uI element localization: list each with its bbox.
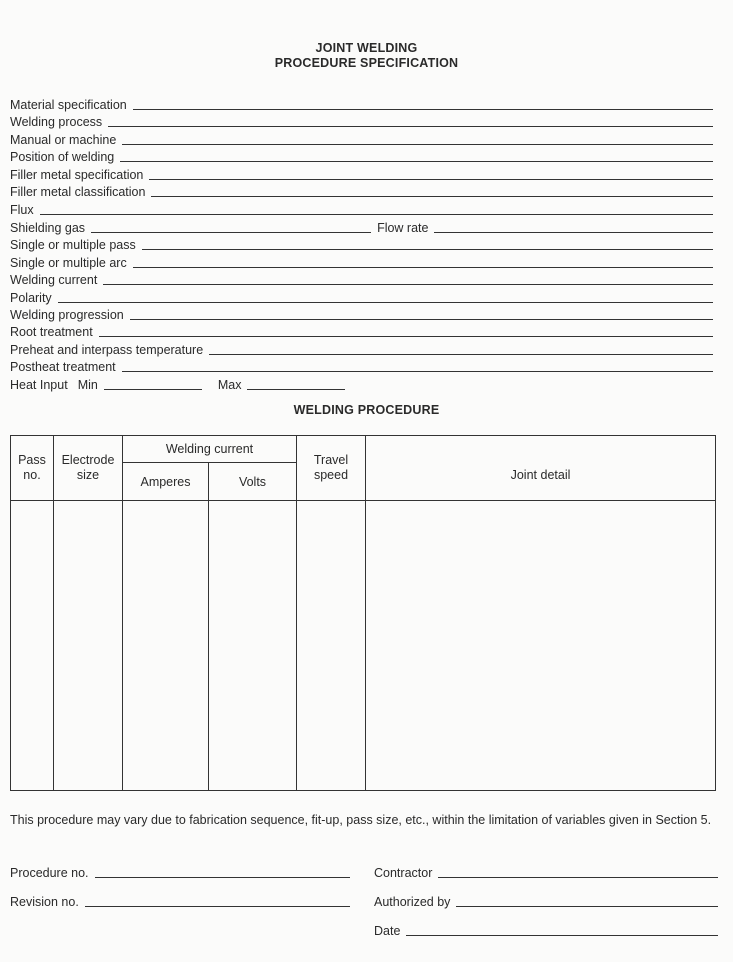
manual-or-machine-field[interactable] bbox=[10, 132, 713, 148]
field-label: Shielding gas bbox=[10, 221, 86, 235]
field-label: Flux bbox=[10, 203, 34, 217]
revision-no-label: Revision no. bbox=[10, 895, 79, 909]
procedure-no-label: Procedure no. bbox=[10, 866, 89, 880]
amperes-header: Amperes bbox=[123, 463, 209, 501]
fill-line[interactable] bbox=[40, 204, 713, 215]
flow-rate-label: Flow rate bbox=[377, 221, 429, 235]
date-field[interactable] bbox=[374, 923, 718, 939]
fill-line[interactable] bbox=[58, 292, 713, 303]
field-label: Welding process bbox=[10, 115, 103, 129]
flux-field[interactable] bbox=[10, 202, 713, 218]
field-label: Single or multiple pass bbox=[10, 238, 136, 252]
pass-no-cell[interactable] bbox=[11, 501, 54, 791]
heat-input-max-line[interactable] bbox=[247, 379, 345, 390]
fill-line[interactable] bbox=[122, 361, 713, 372]
position-of-welding-field[interactable] bbox=[10, 149, 713, 165]
electrode-size-cell[interactable] bbox=[54, 501, 123, 791]
flow-rate-line[interactable] bbox=[434, 222, 713, 233]
authorized-by-field[interactable] bbox=[374, 894, 718, 910]
single-or-multiple-pass-field[interactable] bbox=[10, 237, 713, 253]
shielding-gas-field[interactable] bbox=[10, 220, 713, 236]
root-treatment-field[interactable] bbox=[10, 324, 713, 340]
fill-line[interactable] bbox=[151, 186, 713, 197]
fill-line[interactable] bbox=[142, 239, 713, 250]
heat-input-field[interactable] bbox=[10, 377, 360, 393]
welding-procedure-table bbox=[10, 435, 716, 791]
fill-line[interactable] bbox=[209, 344, 713, 355]
field-label: Manual or machine bbox=[10, 133, 117, 147]
heat-input-min-label: Min bbox=[77, 378, 98, 392]
fill-line[interactable] bbox=[91, 222, 371, 233]
field-label: Polarity bbox=[10, 291, 52, 305]
heat-input-label: Heat Input bbox=[10, 378, 68, 392]
field-label: Welding progression bbox=[10, 308, 124, 322]
joint-detail-header: Joint detail bbox=[366, 436, 716, 501]
revision-no-line[interactable] bbox=[85, 896, 350, 907]
field-label: Root treatment bbox=[10, 325, 93, 339]
field-label: Material specification bbox=[10, 98, 127, 112]
welding-progression-field[interactable] bbox=[10, 307, 713, 323]
field-label: Filler metal classification bbox=[10, 185, 146, 199]
travel-speed-header: Travel speed bbox=[297, 436, 366, 501]
form-title-line2: PROCEDURE SPECIFICATION bbox=[274, 56, 459, 70]
amperes-cell[interactable] bbox=[123, 501, 209, 791]
field-label: Welding current bbox=[10, 273, 98, 287]
date-label: Date bbox=[374, 924, 401, 938]
contractor-line[interactable] bbox=[438, 867, 718, 878]
pass-no-header: Pass no. bbox=[11, 436, 54, 501]
fill-line[interactable] bbox=[130, 309, 713, 320]
fill-line[interactable] bbox=[149, 169, 713, 180]
fill-line[interactable] bbox=[133, 257, 713, 268]
electrode-size-header: Electrode size bbox=[54, 436, 123, 501]
contractor-label: Contractor bbox=[374, 866, 433, 880]
authorized-by-label: Authorized by bbox=[374, 895, 451, 909]
heat-input-max-label: Max bbox=[217, 378, 242, 392]
procedure-no-field[interactable] bbox=[10, 865, 350, 881]
procedure-no-line[interactable] bbox=[95, 867, 350, 878]
fill-line[interactable] bbox=[99, 326, 713, 337]
polarity-field[interactable] bbox=[10, 290, 713, 306]
volts-cell[interactable] bbox=[209, 501, 297, 791]
date-line[interactable] bbox=[406, 925, 718, 936]
fill-line[interactable] bbox=[122, 134, 713, 145]
volts-header: Volts bbox=[209, 463, 297, 501]
material-specification-field[interactable] bbox=[10, 97, 713, 113]
single-or-multiple-arc-field[interactable] bbox=[10, 255, 713, 271]
field-label: Position of welding bbox=[10, 150, 115, 164]
fill-line[interactable] bbox=[108, 116, 713, 127]
joint-detail-cell[interactable] bbox=[366, 501, 716, 791]
heat-input-min-line[interactable] bbox=[104, 379, 202, 390]
field-label: Postheat treatment bbox=[10, 360, 116, 374]
travel-speed-cell[interactable] bbox=[297, 501, 366, 791]
field-label: Filler metal specification bbox=[10, 168, 144, 182]
authorized-by-line[interactable] bbox=[456, 896, 718, 907]
field-label: Single or multiple arc bbox=[10, 256, 127, 270]
welding-current-header: Welding current bbox=[123, 436, 297, 463]
fill-line[interactable] bbox=[103, 274, 713, 285]
postheat-treatment-field[interactable] bbox=[10, 359, 713, 375]
welding-procedure-title: WELDING PROCEDURE bbox=[293, 403, 440, 417]
contractor-field[interactable] bbox=[374, 865, 718, 881]
filler-metal-specification-field[interactable] bbox=[10, 167, 713, 183]
welding-process-field[interactable] bbox=[10, 114, 713, 130]
preheat-interpass-temperature-field[interactable] bbox=[10, 342, 713, 358]
field-label: Preheat and interpass temperature bbox=[10, 343, 204, 357]
fill-line[interactable] bbox=[133, 99, 713, 110]
revision-no-field[interactable] bbox=[10, 894, 350, 910]
fill-line[interactable] bbox=[120, 151, 713, 162]
filler-metal-classification-field[interactable] bbox=[10, 184, 713, 200]
procedure-note: This procedure may vary due to fabrication sequence, fit-up, pass size, etc., within the limitation of variables given in Section 5. bbox=[10, 813, 712, 827]
form-title-line1: JOINT WELDING bbox=[315, 41, 418, 55]
welding-current-field[interactable] bbox=[10, 272, 713, 288]
